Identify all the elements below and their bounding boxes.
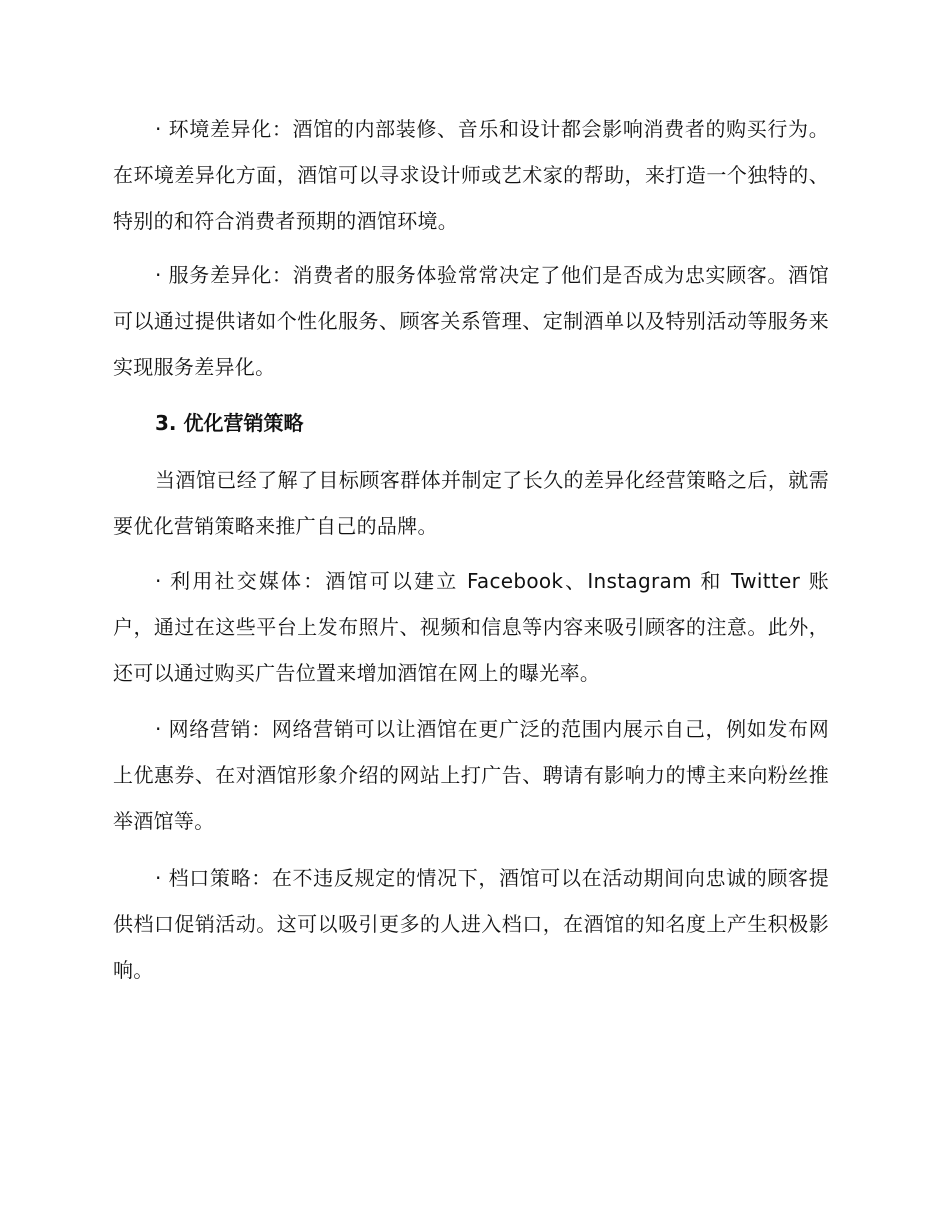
paragraph-marketing-intro: 当酒馆已经了解了目标顾客群体并制定了长久的差异化经营策略之后，就需要优化营销策略来推广自己的品牌。 xyxy=(113,468,829,538)
paragraph-stall-strategy: · 档口策略：在不违反规定的情况下，酒馆可以在活动期间向忠诚的顾客提供档口促销活动。这可以吸引更多的人进入档口，在酒馆的知名度上产生积极影响。 xyxy=(113,866,829,982)
paragraph-online-marketing: · 网络营销：网络营销可以让酒馆在更广泛的范围内展示自己，例如发布网上优惠券、在对酒馆形象介绍的网站上打广告、聘请有影响力的博主来向粉丝推举酒馆等。 xyxy=(113,717,829,833)
paragraph-service-differentiation: · 服务差异化：消费者的服务体验常常决定了他们是否成为忠实顾客。酒馆可以通过提供诸如个性化服务、顾客关系管理、定制酒单以及特别活动等服务来实现服务差异化。 xyxy=(113,263,829,379)
section-heading: 3. 优化营销策略 xyxy=(155,411,304,435)
paragraph-environment-differentiation: · 环境差异化：酒馆的内部装修、音乐和设计都会影响消费者的购买行为。在环境差异化方面，酒馆可以寻求设计师或艺术家的帮助，来打造一个独特的、特别的和符合消费者预期的酒馆环境。 xyxy=(113,117,829,233)
paragraph-social-media: · 利用社交媒体：酒馆可以建立 Facebook、Instagram 和 Twitter 账户，通过在这些平台上发布照片、视频和信息等内容来吸引顾客的注意。此外，还可以通过购买广告位置来增加酒馆在网上的曝光率。 xyxy=(113,569,829,685)
